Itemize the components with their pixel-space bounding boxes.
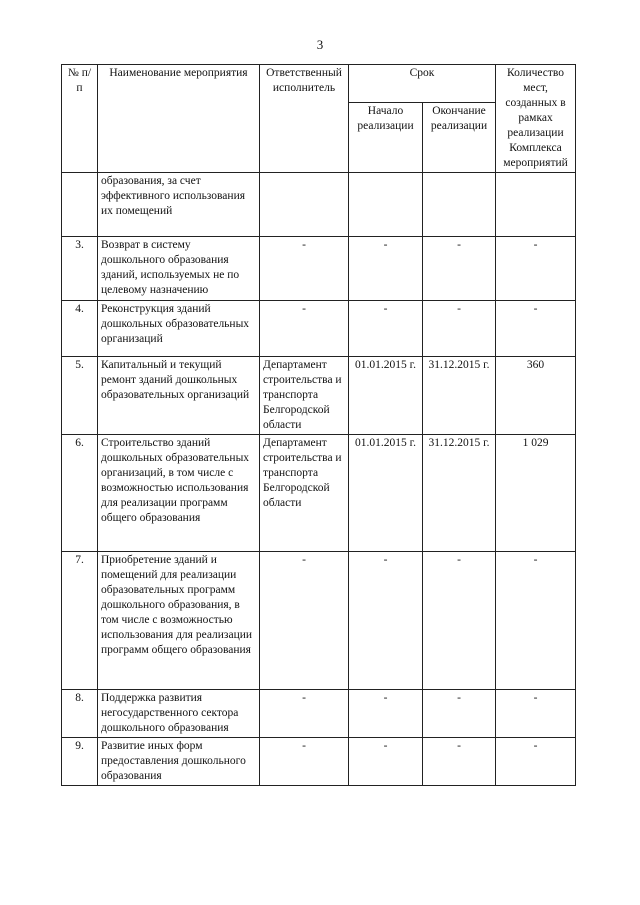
row-end: -	[423, 237, 496, 301]
row-start	[349, 173, 423, 237]
row-num: 4.	[62, 301, 98, 357]
row-name: Строительство зданий дошкольных образовательных организаций, в том числе с возможностью использования для реализации программ общего образования	[98, 435, 260, 552]
row-start: -	[349, 552, 423, 690]
table-row	[62, 301, 576, 357]
row-name: Реконструкция зданий дошкольных образовательных организаций	[98, 301, 260, 357]
row-start: 01.01.2015 г.	[349, 357, 423, 435]
row-end: -	[423, 301, 496, 357]
row-name: Капитальный и текущий ремонт зданий дошкольных образовательных организаций	[98, 357, 260, 435]
row-count: 1 029	[496, 435, 576, 552]
row-end: -	[423, 690, 496, 738]
row-count: -	[496, 237, 576, 301]
row-num: 6.	[62, 435, 98, 552]
row-responsible: Департамент строительства и транспорта Белгородской области	[260, 357, 349, 435]
row-count: -	[496, 690, 576, 738]
row-end	[423, 173, 496, 237]
row-num	[62, 173, 98, 237]
row-name: Поддержка развития негосударственного сектора дошкольного образования	[98, 690, 260, 738]
row-responsible: -	[260, 738, 349, 786]
table-row	[62, 237, 576, 301]
row-end: 31.12.2015 г.	[423, 357, 496, 435]
row-start: -	[349, 738, 423, 786]
header-num: № п/п	[62, 65, 98, 173]
table-row	[62, 690, 576, 738]
row-name: Приобретение зданий и помещений для реализации образовательных программ дошкольного образования, в том числе с возможностью использования для реализации программ общего образования	[98, 552, 260, 690]
row-count: 360	[496, 357, 576, 435]
table-header-row	[62, 65, 576, 103]
row-responsible: Департамент строительства и транспорта Белгородской области	[260, 435, 349, 552]
row-name: Развитие иных форм предоставления дошкольного образования	[98, 738, 260, 786]
row-responsible: -	[260, 237, 349, 301]
header-name: Наименование мероприятия	[98, 65, 260, 173]
measures-table	[61, 64, 576, 786]
header-count: Количество мест, созданных в рамках реализации Комплекса мероприятий	[496, 65, 576, 173]
page-number: 3	[316, 37, 324, 52]
header-end: Окончание реализации	[423, 103, 496, 173]
row-end: -	[423, 738, 496, 786]
row-start: 01.01.2015 г.	[349, 435, 423, 552]
row-name: Возврат в систему дошкольного образования зданий, используемых не по целевому назначению	[98, 237, 260, 301]
row-num: 3.	[62, 237, 98, 301]
table-row	[62, 552, 576, 690]
table-row	[62, 173, 576, 237]
row-num: 9.	[62, 738, 98, 786]
table-row	[62, 357, 576, 435]
row-responsible: -	[260, 690, 349, 738]
header-start: Начало реализации	[349, 103, 423, 173]
row-num: 7.	[62, 552, 98, 690]
header-responsible: Ответственный исполнитель	[260, 65, 349, 173]
row-responsible	[260, 173, 349, 237]
row-end: 31.12.2015 г.	[423, 435, 496, 552]
row-count: -	[496, 301, 576, 357]
row-start: -	[349, 237, 423, 301]
row-start: -	[349, 690, 423, 738]
table-row	[62, 738, 576, 786]
row-name: образования, за счет эффективного использования их помещений	[98, 173, 260, 237]
row-count: -	[496, 552, 576, 690]
header-term: Срок	[349, 65, 496, 103]
row-responsible: -	[260, 301, 349, 357]
row-end: -	[423, 552, 496, 690]
row-start: -	[349, 301, 423, 357]
row-num: 8.	[62, 690, 98, 738]
row-count: -	[496, 738, 576, 786]
table-row	[62, 435, 576, 552]
row-num: 5.	[62, 357, 98, 435]
row-count	[496, 173, 576, 237]
row-responsible: -	[260, 552, 349, 690]
